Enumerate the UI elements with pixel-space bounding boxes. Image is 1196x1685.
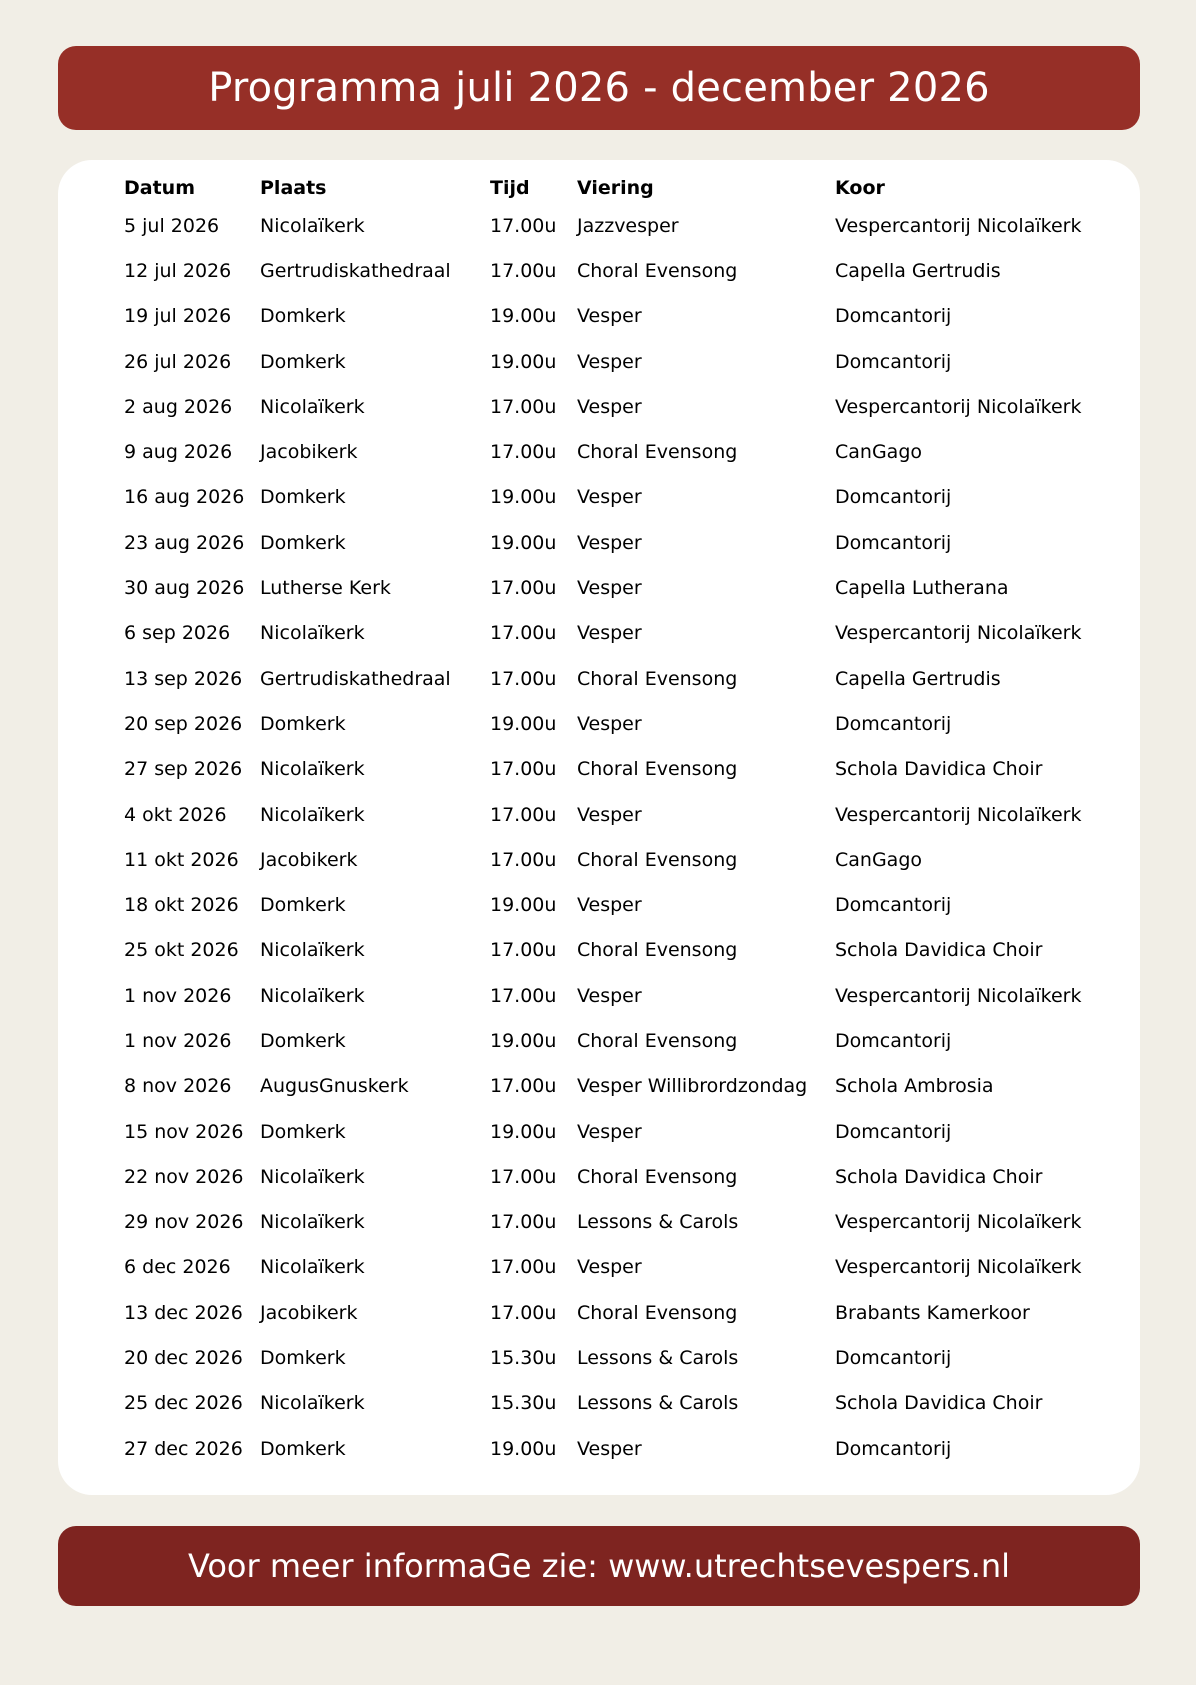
- cell-plaats: Domkerk: [260, 1437, 346, 1460]
- cell-viering: Vesper: [577, 984, 642, 1007]
- cell-datum: 23 aug 2026: [124, 531, 245, 554]
- cell-tijd: 17.00u: [490, 1075, 557, 1098]
- cell-viering: Lessons & Carols: [577, 1392, 739, 1415]
- table-row: [124, 882, 1095, 927]
- cell-plaats: Lutherse Kerk: [260, 577, 391, 600]
- cell-viering: Vesper Willibrordzondag: [577, 1075, 808, 1098]
- cell-viering: Vesper: [577, 577, 642, 600]
- cell-koor: Schola Davidica Choir: [835, 1392, 1043, 1415]
- cell-plaats: Nicolaïkerk: [260, 395, 365, 418]
- cell-viering: Choral Evensong: [577, 441, 738, 464]
- cell-viering: Vesper: [577, 395, 642, 418]
- cell-datum: 6 dec 2026: [124, 1256, 231, 1279]
- cell-viering: Vesper: [577, 486, 642, 509]
- schedule-card: [58, 160, 1140, 1495]
- table-row: [124, 701, 1095, 746]
- table-row: [124, 1335, 1095, 1380]
- cell-plaats: Nicolaïkerk: [260, 1165, 365, 1188]
- cell-viering: Lessons & Carols: [577, 1347, 739, 1370]
- cell-koor: Vespercantorij Nicolaïkerk: [835, 1256, 1082, 1279]
- cell-datum: 11 okt 2026: [124, 848, 239, 871]
- cell-tijd: 17.00u: [490, 395, 557, 418]
- cell-koor: Domcantorij: [835, 1437, 952, 1460]
- cell-koor: Domcantorij: [835, 350, 952, 373]
- cell-tijd: 15.30u: [490, 1347, 557, 1370]
- table-row: [124, 565, 1095, 610]
- cell-koor: Vespercantorij Nicolaïkerk: [835, 395, 1082, 418]
- table-row: [124, 1064, 1095, 1109]
- header-banner: [58, 46, 1140, 130]
- cell-plaats: Nicolaïkerk: [260, 622, 365, 645]
- cell-datum: 27 sep 2026: [124, 758, 243, 781]
- cell-koor: Domcantorij: [835, 894, 952, 917]
- cell-datum: 9 aug 2026: [124, 441, 233, 464]
- table-row: [124, 1245, 1095, 1290]
- cell-plaats: Domkerk: [260, 486, 346, 509]
- cell-tijd: 17.00u: [490, 622, 557, 645]
- cell-tijd: 17.00u: [490, 984, 557, 1007]
- cell-koor: Schola Davidica Choir: [835, 939, 1043, 962]
- cell-viering: Jazzvesper: [577, 214, 679, 237]
- page-title: Programma juli 2026 - december 2026: [208, 65, 990, 111]
- table-row: [124, 837, 1095, 882]
- cell-tijd: 17.00u: [490, 1211, 557, 1234]
- cell-viering: Vesper: [577, 1437, 642, 1460]
- cell-tijd: 17.00u: [490, 848, 557, 871]
- cell-tijd: 19.00u: [490, 894, 557, 917]
- cell-tijd: 17.00u: [490, 939, 557, 962]
- table-row: [124, 429, 1095, 474]
- table-row: [124, 973, 1095, 1018]
- cell-viering: Choral Evensong: [577, 939, 738, 962]
- cell-viering: Vesper: [577, 305, 642, 328]
- cell-datum: 13 sep 2026: [124, 667, 243, 690]
- cell-koor: Domcantorij: [835, 1347, 952, 1370]
- cell-koor: Vespercantorij Nicolaïkerk: [835, 803, 1082, 826]
- cell-plaats: AugusGnuskerk: [260, 1075, 409, 1098]
- cell-plaats: Gertrudiskathedraal: [260, 667, 451, 690]
- cell-datum: 27 dec 2026: [124, 1437, 243, 1460]
- cell-tijd: 17.00u: [490, 1256, 557, 1279]
- cell-tijd: 17.00u: [490, 441, 557, 464]
- cell-datum: 30 aug 2026: [124, 577, 245, 600]
- cell-viering: Vesper: [577, 1256, 642, 1279]
- cell-datum: 1 nov 2026: [124, 984, 232, 1007]
- cell-koor: Domcantorij: [835, 712, 952, 735]
- cell-plaats: Nicolaïkerk: [260, 1392, 365, 1415]
- cell-viering: Vesper: [577, 803, 642, 826]
- cell-datum: 18 okt 2026: [124, 894, 239, 917]
- column-header-viering: Viering: [577, 177, 654, 199]
- cell-datum: 20 sep 2026: [124, 712, 243, 735]
- cell-koor: CanGago: [835, 848, 923, 871]
- cell-koor: Capella Gertrudis: [835, 667, 1001, 690]
- cell-plaats: Nicolaïkerk: [260, 1256, 365, 1279]
- cell-tijd: 19.00u: [490, 1029, 557, 1052]
- cell-viering: Choral Evensong: [577, 259, 738, 282]
- cell-tijd: 17.00u: [490, 259, 557, 282]
- table-row: [124, 792, 1095, 837]
- cell-koor: Vespercantorij Nicolaïkerk: [835, 214, 1082, 237]
- cell-viering: Vesper: [577, 622, 642, 645]
- cell-tijd: 19.00u: [490, 350, 557, 373]
- cell-viering: Vesper: [577, 894, 642, 917]
- table-row: [124, 339, 1095, 384]
- cell-datum: 12 jul 2026: [124, 259, 232, 282]
- table-row: [124, 475, 1095, 520]
- cell-plaats: Nicolaïkerk: [260, 939, 365, 962]
- cell-koor: Domcantorij: [835, 486, 952, 509]
- column-header-plaats: Plaats: [260, 177, 327, 199]
- cell-tijd: 17.00u: [490, 214, 557, 237]
- cell-plaats: Domkerk: [260, 1347, 346, 1370]
- table-row: [124, 611, 1095, 656]
- table-row: [124, 1426, 1095, 1471]
- cell-datum: 16 aug 2026: [124, 486, 245, 509]
- table-row: [124, 203, 1095, 248]
- table-row: [124, 1200, 1095, 1245]
- cell-viering: Choral Evensong: [577, 758, 738, 781]
- cell-koor: Domcantorij: [835, 305, 952, 328]
- table-row: [124, 747, 1095, 792]
- cell-plaats: Jacobikerk: [260, 848, 358, 871]
- cell-datum: 26 jul 2026: [124, 350, 232, 373]
- cell-koor: Domcantorij: [835, 531, 952, 554]
- column-header-koor: Koor: [835, 177, 885, 199]
- cell-viering: Vesper: [577, 531, 642, 554]
- table-row: [124, 1154, 1095, 1199]
- cell-koor: Schola Ambrosia: [835, 1075, 994, 1098]
- cell-tijd: 19.00u: [490, 486, 557, 509]
- table-row: [124, 384, 1095, 429]
- cell-tijd: 19.00u: [490, 712, 557, 735]
- table-row: [124, 1109, 1095, 1154]
- cell-datum: 29 nov 2026: [124, 1211, 244, 1234]
- cell-plaats: Jacobikerk: [260, 441, 358, 464]
- cell-plaats: Nicolaïkerk: [260, 803, 365, 826]
- cell-datum: 25 dec 2026: [124, 1392, 243, 1415]
- table-row: [124, 1381, 1095, 1426]
- table-row: [124, 928, 1095, 973]
- cell-plaats: Nicolaïkerk: [260, 984, 365, 1007]
- cell-koor: CanGago: [835, 441, 923, 464]
- cell-datum: 6 sep 2026: [124, 622, 231, 645]
- cell-datum: 15 nov 2026: [124, 1120, 244, 1143]
- cell-datum: 22 nov 2026: [124, 1165, 244, 1188]
- table-row: [124, 656, 1095, 701]
- cell-tijd: 19.00u: [490, 1120, 557, 1143]
- cell-viering: Vesper: [577, 712, 642, 735]
- schedule-table: [124, 173, 1095, 1471]
- cell-plaats: Domkerk: [260, 894, 346, 917]
- cell-tijd: 17.00u: [490, 1165, 557, 1188]
- footer-text: Voor meer informaGe zie: www.utrechtsevespers.nl: [187, 1547, 1011, 1585]
- cell-tijd: 17.00u: [490, 1301, 557, 1324]
- cell-viering: Lessons & Carols: [577, 1211, 739, 1234]
- cell-viering: Choral Evensong: [577, 667, 738, 690]
- cell-koor: Vespercantorij Nicolaïkerk: [835, 622, 1082, 645]
- cell-tijd: 17.00u: [490, 803, 557, 826]
- cell-viering: Vesper: [577, 350, 642, 373]
- cell-plaats: Domkerk: [260, 350, 346, 373]
- cell-datum: 5 jul 2026: [124, 214, 220, 237]
- cell-tijd: 19.00u: [490, 1437, 557, 1460]
- cell-viering: Choral Evensong: [577, 848, 738, 871]
- cell-koor: Domcantorij: [835, 1029, 952, 1052]
- cell-datum: 25 okt 2026: [124, 939, 239, 962]
- cell-datum: 4 okt 2026: [124, 803, 227, 826]
- cell-plaats: Nicolaïkerk: [260, 758, 365, 781]
- cell-koor: Schola Davidica Choir: [835, 1165, 1043, 1188]
- cell-datum: 2 aug 2026: [124, 395, 233, 418]
- table-row: [124, 1290, 1095, 1335]
- cell-plaats: Domkerk: [260, 1120, 346, 1143]
- cell-plaats: Gertrudiskathedraal: [260, 259, 451, 282]
- schedule-body: [124, 203, 1095, 1471]
- cell-plaats: Domkerk: [260, 305, 346, 328]
- footer-banner: [58, 1526, 1140, 1606]
- cell-plaats: Jacobikerk: [260, 1301, 358, 1324]
- column-header-tijd: Tijd: [490, 177, 530, 199]
- cell-datum: 8 nov 2026: [124, 1075, 232, 1098]
- cell-koor: Capella Lutherana: [835, 577, 1009, 600]
- table-row: [124, 520, 1095, 565]
- cell-koor: Vespercantorij Nicolaïkerk: [835, 984, 1082, 1007]
- cell-datum: 13 dec 2026: [124, 1301, 243, 1324]
- cell-tijd: 19.00u: [490, 531, 557, 554]
- cell-tijd: 19.00u: [490, 305, 557, 328]
- table-row: [124, 294, 1095, 339]
- cell-koor: Schola Davidica Choir: [835, 758, 1043, 781]
- cell-tijd: 17.00u: [490, 577, 557, 600]
- cell-plaats: Domkerk: [260, 712, 346, 735]
- cell-plaats: Domkerk: [260, 531, 346, 554]
- cell-koor: Capella Gertrudis: [835, 259, 1001, 282]
- cell-viering: Vesper: [577, 1120, 642, 1143]
- cell-tijd: 17.00u: [490, 667, 557, 690]
- table-header-row: [124, 173, 1095, 203]
- cell-plaats: Nicolaïkerk: [260, 1211, 365, 1234]
- cell-tijd: 15.30u: [490, 1392, 557, 1415]
- column-header-datum: Datum: [124, 177, 195, 199]
- cell-viering: Choral Evensong: [577, 1029, 738, 1052]
- cell-koor: Domcantorij: [835, 1120, 952, 1143]
- cell-plaats: Nicolaïkerk: [260, 214, 365, 237]
- cell-viering: Choral Evensong: [577, 1301, 738, 1324]
- cell-koor: Vespercantorij Nicolaïkerk: [835, 1211, 1082, 1234]
- cell-plaats: Domkerk: [260, 1029, 346, 1052]
- table-row: [124, 1018, 1095, 1063]
- cell-datum: 20 dec 2026: [124, 1347, 243, 1370]
- cell-viering: Choral Evensong: [577, 1165, 738, 1188]
- cell-tijd: 17.00u: [490, 758, 557, 781]
- cell-datum: 1 nov 2026: [124, 1029, 232, 1052]
- table-row: [124, 248, 1095, 293]
- cell-datum: 19 jul 2026: [124, 305, 232, 328]
- cell-koor: Brabants Kamerkoor: [835, 1301, 1030, 1324]
